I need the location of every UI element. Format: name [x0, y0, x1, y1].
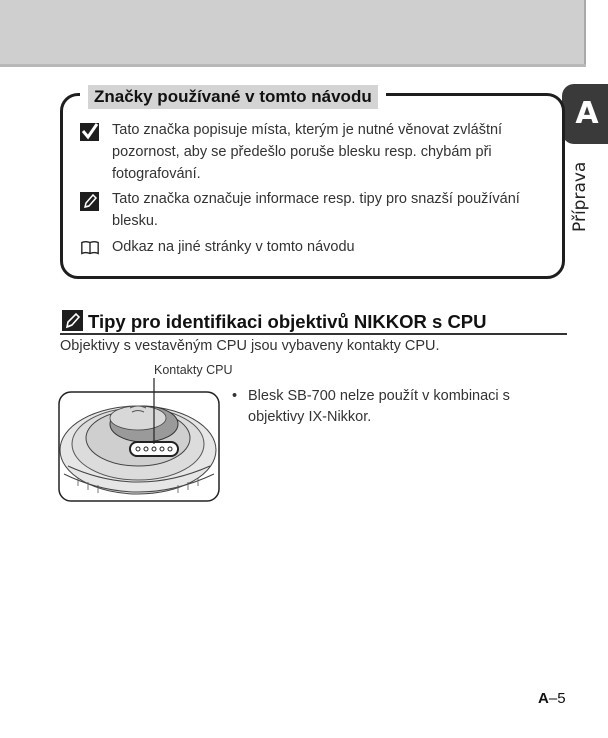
checkmark-icon: [80, 122, 100, 142]
lens-illustration: [58, 378, 220, 502]
bullet-text: Blesk SB-700 nelze použít v kombinaci s objektivy IX-Nikkor.: [248, 388, 510, 425]
pencil-icon: [80, 192, 100, 212]
pencil-icon: [62, 310, 84, 332]
page-section: A: [538, 690, 549, 707]
legend-title: Značky používané v tomto návodu: [88, 85, 378, 109]
legend-item-reference: Odkaz na jiné stránky v tomto návodu: [112, 239, 355, 255]
legend-item-caution: Tato značka popisuje místa, kterým je nutné věnovat zvláštní pozornost, aby se předešlo poruše blesku resp. chybám při fotografování.: [112, 122, 503, 182]
page-index: 5: [557, 690, 566, 707]
page-number: [538, 690, 566, 707]
cpu-contacts-label: Kontakty CPU: [154, 363, 233, 377]
header-shadow: [0, 64, 586, 67]
tips-divider: [60, 333, 567, 335]
section-label: Příprava: [570, 161, 590, 232]
section-tab: A: [562, 84, 608, 144]
bullet-dot: •: [232, 388, 238, 404]
bullet-item: [232, 386, 548, 428]
header-band: [0, 0, 586, 66]
legend-item-tips: Tato značka označuje informace resp. tipy pro snazší používání blesku.: [112, 191, 520, 229]
tips-heading: Tipy pro identifikaci objektivů NIKKOR s CPU: [88, 311, 487, 332]
page-separator: –: [548, 690, 558, 707]
book-icon: [80, 238, 100, 258]
tips-intro: Objektivy s vestavěným CPU jsou vybaveny kontakty CPU.: [60, 338, 440, 354]
